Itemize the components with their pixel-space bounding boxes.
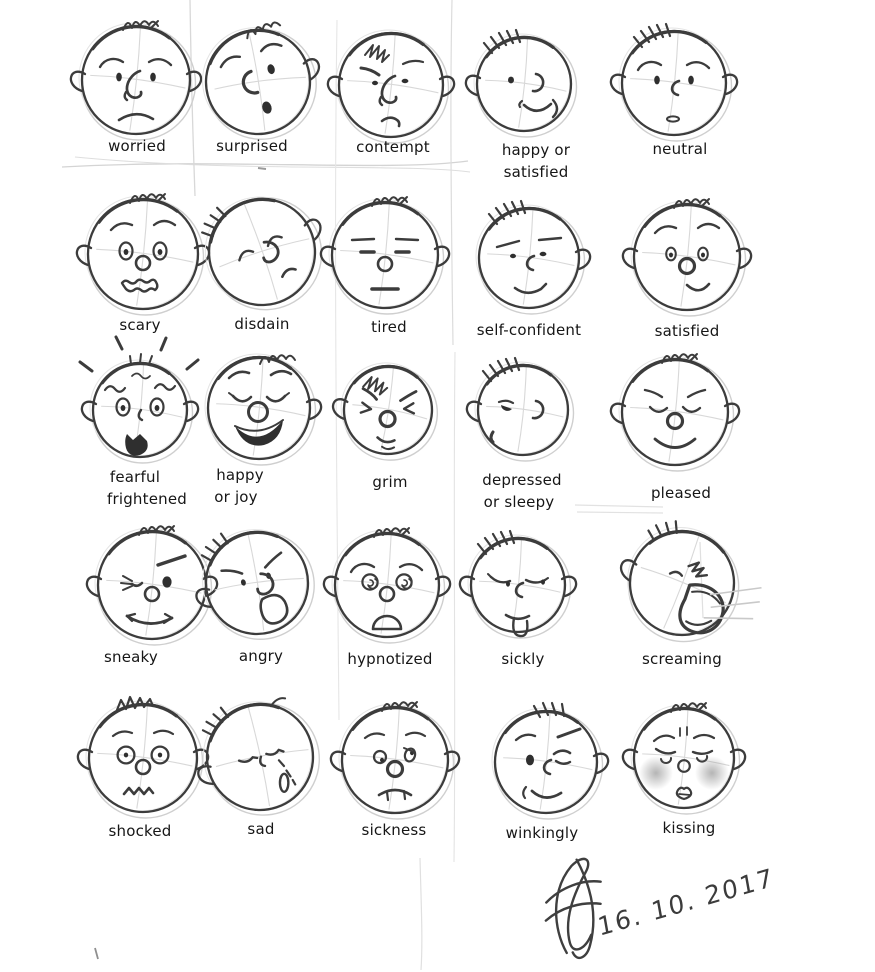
face-label-pleased: pleased xyxy=(650,484,712,502)
face-drawing xyxy=(595,496,769,670)
face-drawing xyxy=(431,498,605,672)
face-label-depressed-or-sleepy-line1: depressed xyxy=(482,471,562,489)
face-label-shocked: shocked xyxy=(108,822,172,840)
face-label-neutral: neutral xyxy=(652,140,708,158)
face-label-surprised: surprised xyxy=(216,137,288,155)
face-label-hypnotized: hypnotized xyxy=(347,650,433,668)
face-label-fearful-frightened-line2: frightened xyxy=(106,490,188,508)
face-satisfied xyxy=(600,170,774,344)
face-label-happy-or-joy-line2: or joy xyxy=(214,488,258,506)
face-label-winkingly: winkingly xyxy=(505,824,579,842)
face-label-screaming: screaming xyxy=(642,650,722,668)
face-label-happy-or-satisfied-line2: satisfied xyxy=(503,163,569,181)
face-label-sickness: sickness xyxy=(361,821,427,839)
face-label-sad: sad xyxy=(247,820,275,838)
face-label-happy-or-satisfied-line1: happy or xyxy=(501,141,571,159)
face-sickly xyxy=(431,498,605,672)
face-drawing xyxy=(442,171,616,345)
face-label-depressed-or-sleepy-line2: or sleepy xyxy=(483,493,555,511)
face-label-worried: worried xyxy=(108,137,166,155)
date-handwritten: 16. 10. 2017 xyxy=(595,862,777,942)
face-label-self-confident: self-confident xyxy=(476,321,582,339)
face-label-fearful-frightened-line1: fearful xyxy=(109,468,161,486)
face-label-grim: grim xyxy=(372,473,408,491)
face-label-kissing: kissing xyxy=(662,819,716,837)
face-label-sneaky: sneaky xyxy=(104,648,158,666)
face-label-happy-or-joy-line1: happy xyxy=(216,466,264,484)
face-label-angry: angry xyxy=(238,647,284,665)
face-screaming xyxy=(595,496,769,670)
face-label-satisfied: satisfied xyxy=(654,322,720,340)
face-drawing xyxy=(600,170,774,344)
face-label-scary: scary xyxy=(119,316,161,334)
face-label-tired: tired xyxy=(371,318,407,336)
face-label-sickly: sickly xyxy=(501,650,545,668)
face-label-contempt: contempt xyxy=(356,138,430,156)
face-pleased xyxy=(588,325,762,499)
face-self-confident xyxy=(442,171,616,345)
face-label-disdain: disdain xyxy=(234,315,290,333)
face-drawing xyxy=(588,325,762,499)
